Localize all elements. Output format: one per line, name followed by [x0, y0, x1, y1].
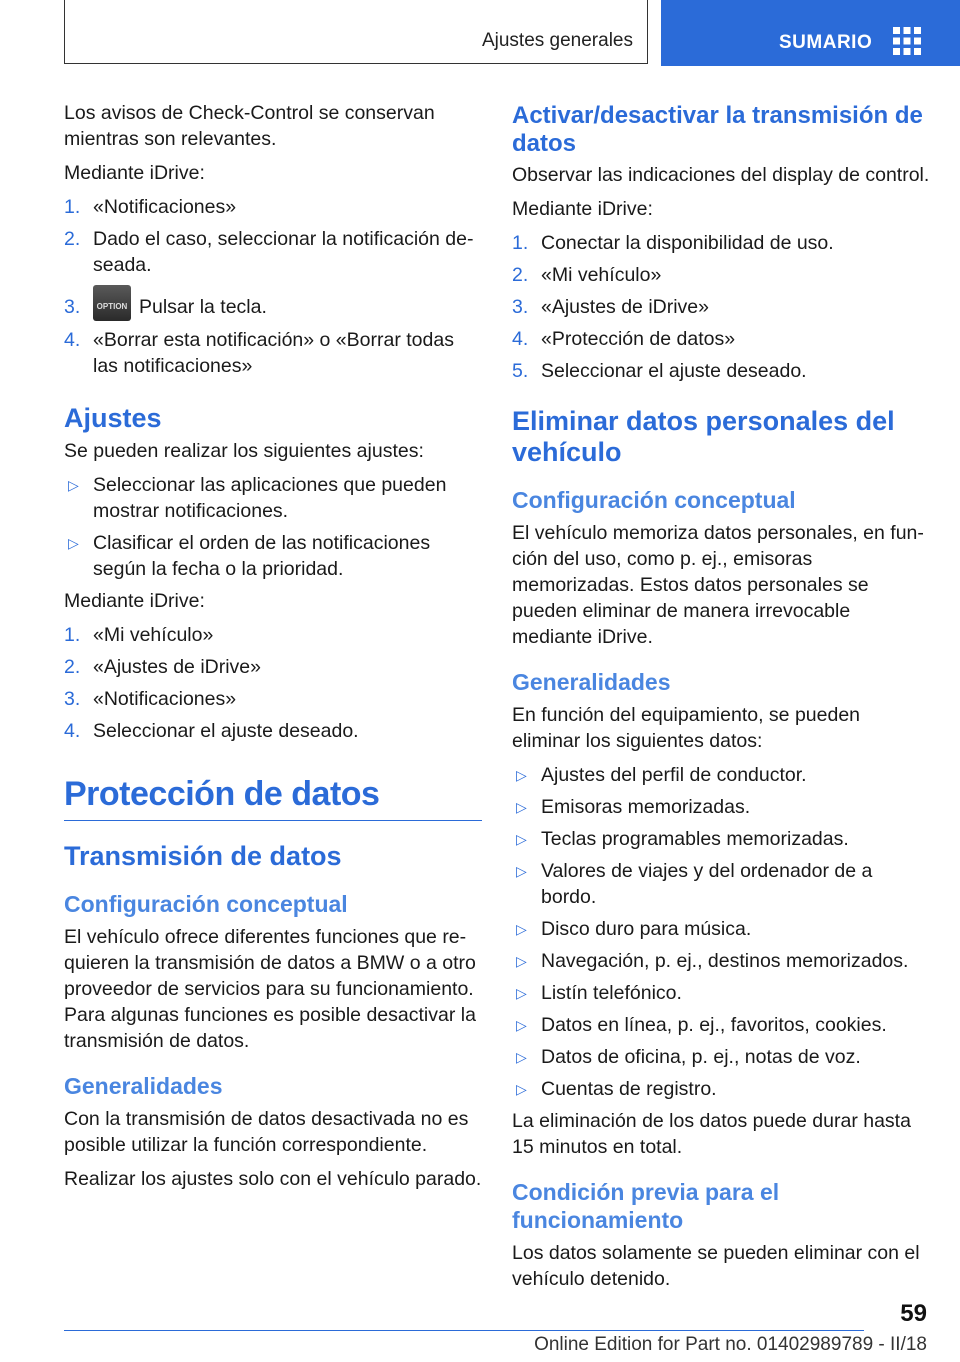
heading-rule — [64, 820, 482, 821]
page-footer — [0, 1290, 960, 1362]
list-item: 1. Conectar la disponibilidad de uso. — [512, 232, 834, 254]
steps-list — [64, 622, 482, 744]
paragraph: En función del equipamiento, se pueden eliminar los siguientes datos: — [512, 704, 861, 752]
triangle-bullet-icon: ▷ — [516, 1081, 527, 1097]
bullet-list — [64, 472, 482, 582]
sumario-button[interactable] — [661, 0, 960, 66]
heading-configuracion: Configuración conceptual — [64, 890, 348, 917]
triangle-bullet-icon: ▷ — [516, 831, 527, 847]
paragraph: Los avisos de Check-Control se conservan mientras son relevantes. — [64, 102, 435, 150]
list-item: 2. «Ajustes de iDrive» — [64, 655, 261, 678]
triangle-bullet-icon: ▷ — [516, 799, 527, 815]
paragraph: Mediante iDrive: — [64, 162, 205, 184]
left-column — [64, 100, 482, 1200]
list-item: ▷ Listín telefónico. — [516, 982, 682, 1004]
steps-list — [64, 194, 482, 379]
sumario-label: SUMARIO — [779, 32, 873, 53]
list-item: 3. «Ajustes de iDrive» — [512, 296, 709, 318]
list-item: 2. «Mi vehículo» — [512, 264, 662, 286]
paragraph: Los datos solamente se pueden eliminar con el vehículo detenido. — [512, 1242, 920, 1290]
triangle-bullet-icon: ▷ — [516, 767, 527, 783]
triangle-bullet-icon: ▷ — [516, 985, 527, 1001]
bullet-list — [512, 762, 932, 1102]
heading-configuracion: Configuración conceptual — [512, 487, 796, 513]
list-item: 1. «Mi vehículo» — [64, 623, 214, 646]
paragraph: El vehículo ofrece diferentes funciones que requieren la transmisión de datos a BMW o a otro proveedor de servicios para su funcionamiento. Para algunas funciones es posible desactivar la transmisión de datos. — [64, 925, 476, 1052]
heading-generalidades: Generalidades — [512, 669, 671, 695]
triangle-bullet-icon: ▷ — [516, 953, 527, 969]
heading-ajustes: Ajustes — [64, 402, 162, 433]
list-item: 3. «Notificaciones» — [64, 687, 237, 710]
paragraph: La eliminación de los datos puede durar hasta 15 minutos en total. — [512, 1110, 911, 1158]
list-item: ▷ Ajustes del perfil de conductor. — [516, 764, 807, 786]
paragraph: El vehículo memoriza datos personales, en función del uso, como p. ej., emisoras memorizadas. Estos datos personales se pueden eliminar de manera irrevocable mediante iDrive. — [512, 522, 924, 648]
heading-eliminar: Eliminar datos personales del vehículo — [512, 406, 895, 467]
section-title: Ajustes generales — [481, 30, 633, 51]
list-item: ▷ Cuentas de registro. — [516, 1078, 717, 1100]
list-item: 5. Seleccionar el ajuste deseado. — [512, 360, 807, 382]
triangle-bullet-icon: ▷ — [516, 921, 527, 937]
list-item: ▷ Datos de oficina, p. ej., notas de voz. — [516, 1046, 861, 1068]
footer-rule — [64, 1330, 864, 1331]
option-button-icon: OPTION — [93, 285, 131, 321]
list-item: ▷ Datos en línea, p. ej., favoritos, cookies. — [516, 1014, 887, 1036]
heading-proteccion: Protección de datos — [64, 774, 380, 813]
triangle-bullet-icon: ▷ — [68, 534, 79, 551]
paragraph: Mediante iDrive: — [64, 589, 205, 612]
paragraph: Observar las indicaciones del display de control. — [512, 164, 930, 186]
list-item: ▷ Seleccionar las aplicaciones que pueden mostrar notificaciones. — [68, 473, 447, 522]
steps-list — [512, 230, 932, 384]
triangle-bullet-icon: ▷ — [516, 1049, 527, 1065]
heading-condicion: Condición previa para el funcionamiento — [512, 1179, 780, 1233]
list-item: ▷ Disco duro para música. — [516, 918, 752, 940]
heading-activar: Activar/desactivar la transmisión de datos — [512, 102, 923, 157]
page-header — [0, 0, 960, 66]
list-item: ▷ Clasificar el orden de las notificaciones según la fecha o la prioridad. — [68, 531, 431, 580]
list-item: 4. «Borrar esta notificación» o «Borrar todas las notificaciones» — [64, 328, 454, 377]
list-item: 3. OPTION Pulsar la tecla. — [64, 294, 482, 321]
right-column — [512, 100, 932, 1300]
list-item: ▷ Teclas programables memorizadas. — [516, 828, 849, 850]
paragraph: Se pueden realizar los siguientes ajustes: — [64, 439, 424, 462]
page-number: 59 — [900, 1300, 927, 1327]
edition-text: Online Edition for Part no. 01402989789 - II/18 — [534, 1334, 927, 1355]
list-item: ▷ Valores de viajes y del ordenador de a bordo. — [516, 860, 873, 908]
heading-transmision: Transmisión de datos — [64, 840, 342, 871]
triangle-bullet-icon: ▷ — [68, 476, 79, 493]
paragraph: Realizar los ajustes solo con el vehículo parado. — [64, 1167, 482, 1190]
triangle-bullet-icon: ▷ — [516, 1017, 527, 1033]
triangle-bullet-icon: ▷ — [516, 863, 527, 879]
heading-generalidades: Generalidades — [64, 1072, 223, 1099]
paragraph: Mediante iDrive: — [512, 198, 653, 220]
section-title-box — [64, 0, 648, 64]
list-item: 2. Dado el caso, seleccionar la notificación deseada. — [64, 228, 474, 276]
paragraph: Con la transmisión de datos desactivada no es posible utilizar la función correspondiente. — [64, 1107, 469, 1156]
list-item: 4. Seleccionar el ajuste deseado. — [64, 719, 359, 742]
list-item: ▷ Emisoras memorizadas. — [516, 796, 751, 818]
list-item: ▷ Navegación, p. ej., destinos memorizados. — [516, 950, 909, 972]
list-item: 4. «Protección de datos» — [512, 328, 736, 350]
list-item: 1. «Notificaciones» — [64, 196, 237, 218]
grid-menu-icon — [893, 27, 921, 55]
